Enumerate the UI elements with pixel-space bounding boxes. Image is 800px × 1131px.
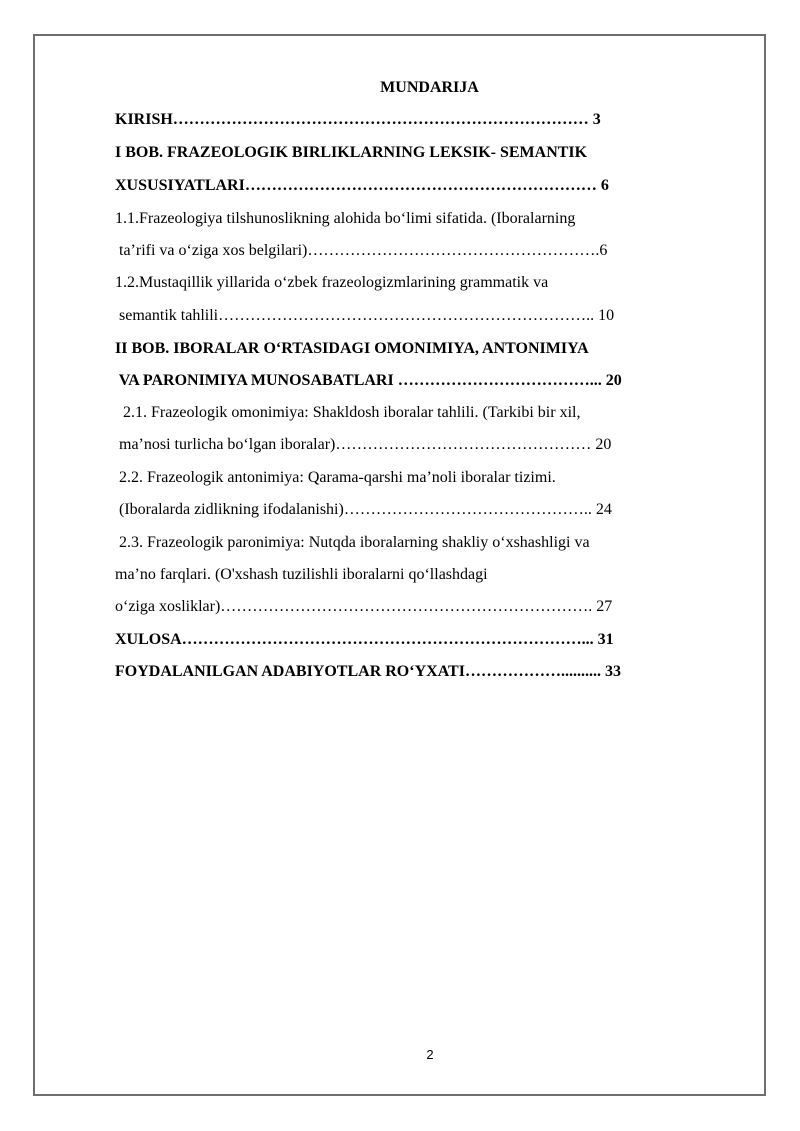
toc-entry-chapter-1-line-1: I BOB. FRAZEOLOGIK BIRLIKLARNING LEKSIK- SEMANTIK <box>115 144 588 161</box>
toc-entry-2-2-line-2: (Iboralarda zidlikning ifodalanishi)……………………………………….. 24 <box>115 501 612 518</box>
toc-entry-bibliography: FOYDALANILGAN ADABIYOTLAR RO‘YXATI……………….......... 33 <box>115 663 621 680</box>
toc-entry-chapter-2-line-2: VA PARONIMIYA MUNOSABATLARI ………………………………... 20 <box>115 372 622 389</box>
toc-entry-1-2-line-2: semantik tahlili…………………………………………………………….. 10 <box>115 307 615 324</box>
toc-entry-2-1-line-1: 2.1. Frazeologik omonimiya: Shakldosh iboralar tahlili. (Tarkibi bir xil, <box>115 404 581 421</box>
toc-entry-2-2-line-1: 2.2. Frazeologik antonimiya: Qarama-qarshi ma’noli iboralar tizimi. <box>115 469 556 486</box>
toc-entry-1-1-line-2: ta’rifi va o‘ziga xos belgilari)……………………………………………….6 <box>115 242 608 259</box>
toc-entry-2-3-line-3: o‘ziga xosliklar)……………………………………………………………. 27 <box>115 598 613 615</box>
toc-entry-chapter-1-line-2: XUSUSIYATLARI………………………………………………………… 6 <box>115 177 609 194</box>
toc-entry-xulosa: XULOSA…………………………………………………………………... 31 <box>115 631 614 648</box>
toc-entry-kirish: KIRISH…………………………………………………………………… 3 <box>115 111 601 128</box>
toc-entry-2-3-line-1: 2.3. Frazeologik paronimiya: Nutqda iboralarning shakliy o‘xshashligi va <box>115 534 590 551</box>
page-number: 2 <box>426 1047 434 1062</box>
toc-entry-chapter-2-line-1: II BOB. IBORALAR O‘RTASIDAGI OMONIMIYA, ANTONIMIYA <box>115 340 589 357</box>
toc-entry-2-3-line-2: ma’no farqlari. (O'xshash tuzilishli iboralarni qo‘llashdagi <box>115 566 488 583</box>
toc-title: MUNDARIJA <box>380 79 479 96</box>
toc-entry-1-1-line-1: 1.1.Frazeologiya tilshunoslikning alohida bo‘limi sifatida. (Iboralarning <box>115 210 576 227</box>
toc-entry-2-1-line-2: ma’nosi turlicha bo‘lgan iboralar)………………………………………… 20 <box>115 436 612 453</box>
toc-entry-1-2-line-1: 1.2.Mustaqillik yillarida o‘zbek frazeologizmlarining grammatik va <box>115 274 549 291</box>
